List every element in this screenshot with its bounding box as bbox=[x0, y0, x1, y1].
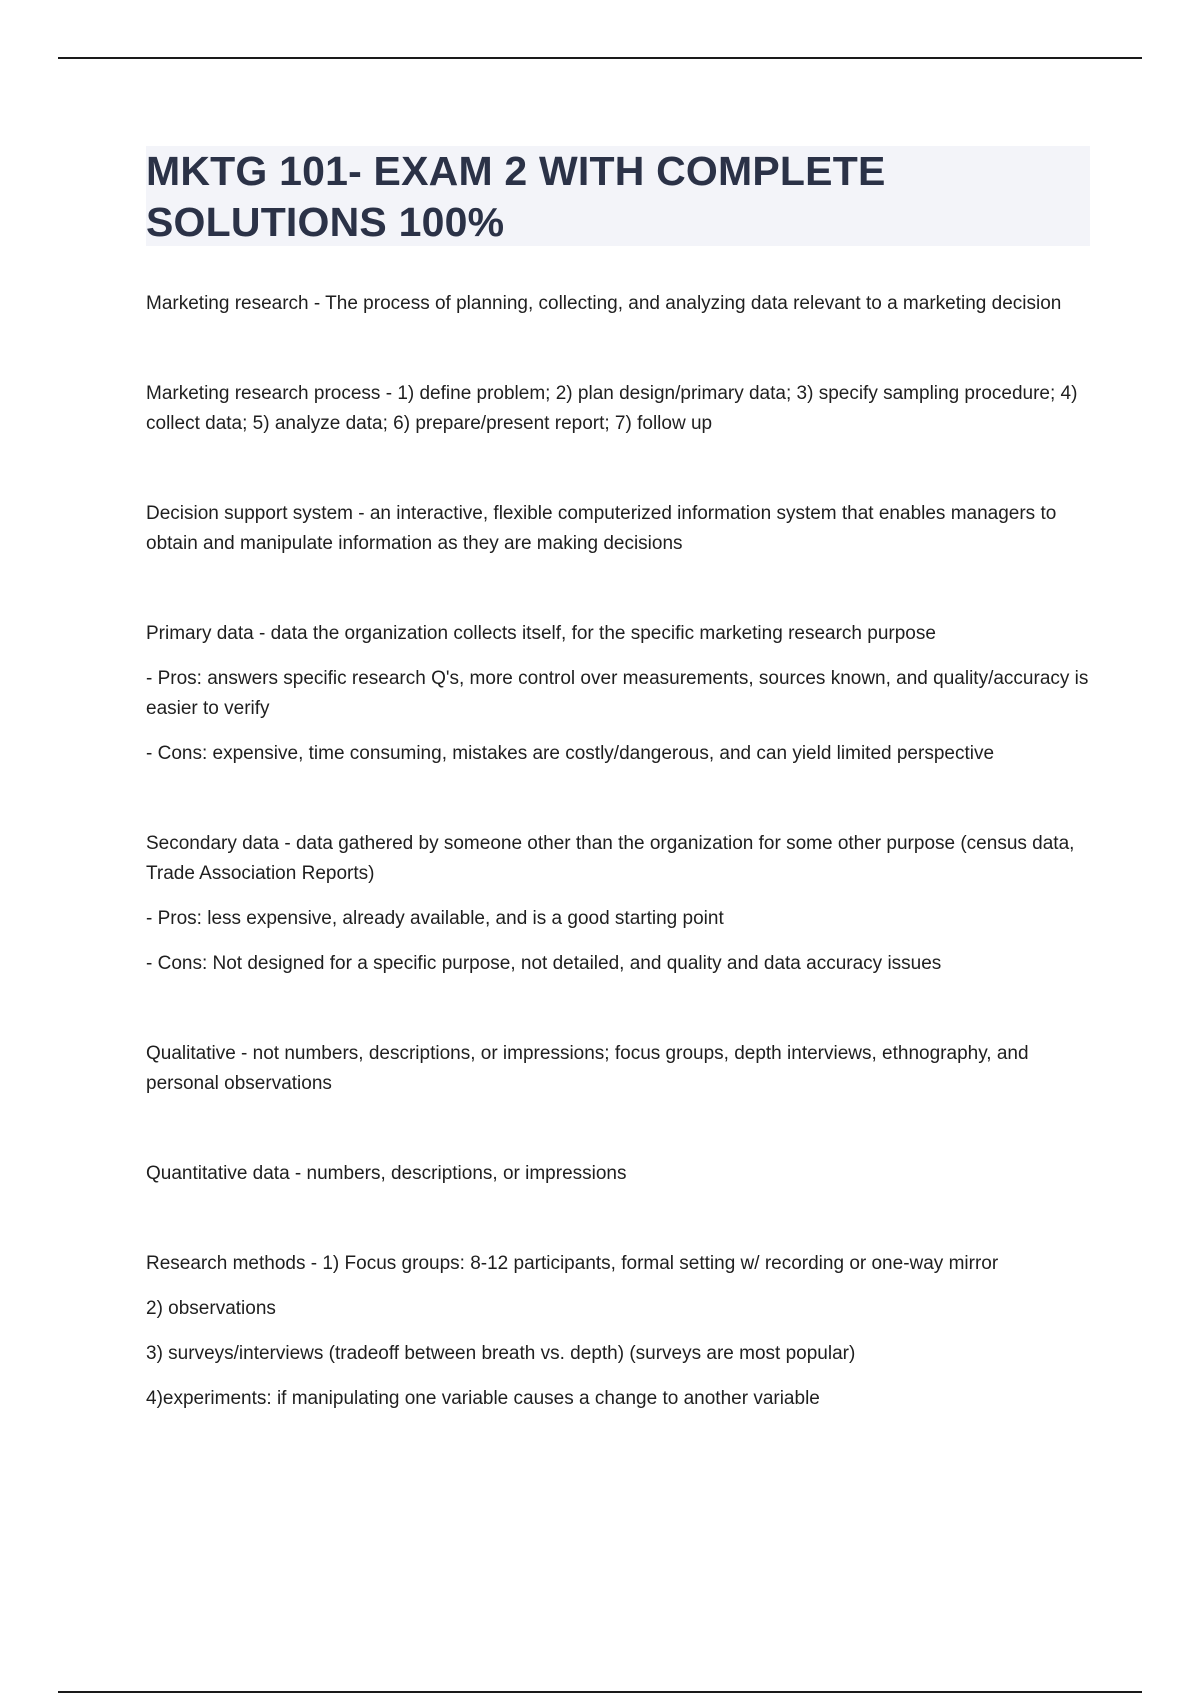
entry-line: - Cons: Not designed for a specific purpose, not detailed, and quality and data accuracy issues bbox=[146, 953, 942, 974]
entry-decision-support-system bbox=[146, 499, 1090, 559]
entry-line: Quantitative data - numbers, descriptions, or impressions bbox=[146, 1163, 627, 1184]
entry-line: Marketing research process - 1) define problem; 2) plan design/primary data; 3) specify sampling procedure; 4) collect data; 5) analyze data; 6) prepare/present report; 7) follow up bbox=[146, 383, 1078, 434]
entry-quantitative-data bbox=[146, 1159, 1090, 1189]
entry-marketing-research bbox=[146, 289, 1090, 319]
entry-line: Decision support system - an interactive, flexible computerized information system that enables managers to obtain and manipulate information as they are making decisions bbox=[146, 503, 1057, 554]
entry-line: 4)experiments: if manipulating one variable causes a change to another variable bbox=[146, 1388, 820, 1409]
top-rule bbox=[58, 57, 1142, 59]
document-page bbox=[146, 146, 1090, 1474]
entry-secondary-data bbox=[146, 829, 1090, 979]
entry-line: 3) surveys/interviews (tradeoff between breath vs. depth) (surveys are most popular) bbox=[146, 1343, 856, 1364]
entry-line: Qualitative - not numbers, descriptions, or impressions; focus groups, depth interviews, ethnography, and personal observations bbox=[146, 1043, 1029, 1094]
entry-primary-data bbox=[146, 619, 1090, 769]
entries-list bbox=[146, 289, 1090, 1414]
bottom-rule bbox=[58, 1691, 1142, 1693]
document-title: MKTG 101- EXAM 2 WITH COMPLETE SOLUTIONS 100% bbox=[146, 148, 886, 245]
entry-line: 2) observations bbox=[146, 1298, 276, 1319]
title-banner bbox=[146, 146, 1090, 246]
entry-marketing-research-process bbox=[146, 379, 1090, 439]
entry-line: - Cons: expensive, time consuming, mistakes are costly/dangerous, and can yield limited perspective bbox=[146, 743, 995, 764]
entry-research-methods bbox=[146, 1249, 1090, 1414]
entry-line: Marketing research - The process of planning, collecting, and analyzing data relevant to a marketing decision bbox=[146, 293, 1062, 314]
entry-line: Primary data - data the organization collects itself, for the specific marketing research purpose bbox=[146, 623, 936, 644]
entry-line: - Pros: less expensive, already available, and is a good starting point bbox=[146, 908, 724, 929]
entry-line: Secondary data - data gathered by someone other than the organization for some other purpose (census data, Trade Association Reports) bbox=[146, 833, 1075, 884]
entry-line: Research methods - 1) Focus groups: 8-12 participants, formal setting w/ recording or one-way mirror bbox=[146, 1253, 999, 1274]
entry-qualitative bbox=[146, 1039, 1090, 1099]
entry-line: - Pros: answers specific research Q's, more control over measurements, sources known, and quality/accuracy is easier to verify bbox=[146, 668, 1089, 719]
